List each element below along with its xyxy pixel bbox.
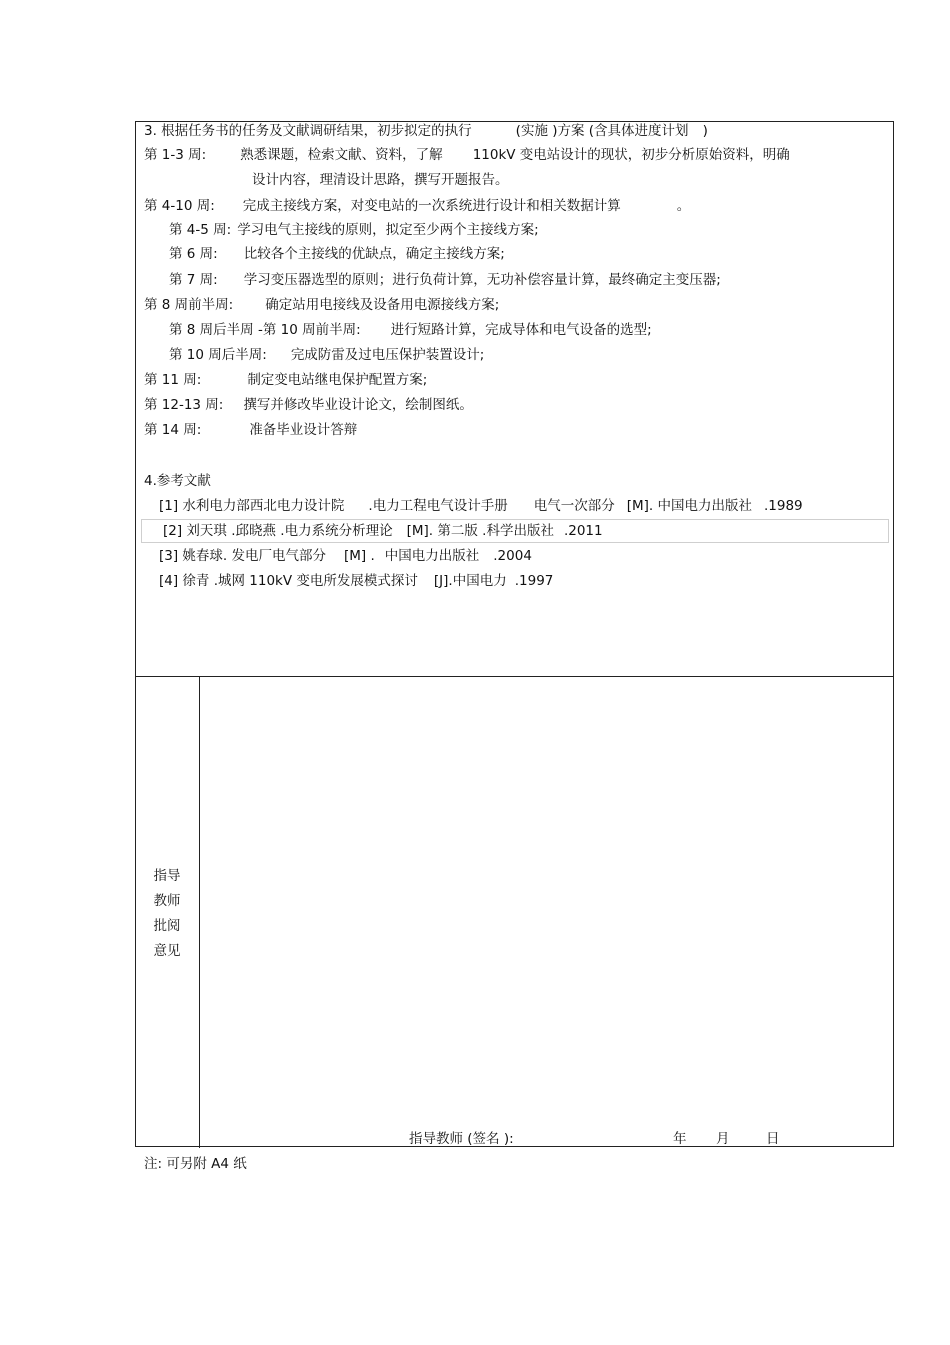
section3-heading: 3. 根据任务书的任务及文献调研结果，初步拟定的执行 (实施 )方案 (含具体进度计划 ) [144, 123, 708, 139]
schedule-line: 第 7 周: 学习变压器选型的原则；进行负荷计算，无功补偿容量计算，最终确定主变压器; [169, 272, 721, 288]
reference-item: [3] 姚春球. 发电厂电气部分 [M] . 中国电力出版社 .2004 [159, 548, 532, 564]
advisor-signature-line: 指导教师 (签名 ): [409, 1131, 514, 1147]
reference-item: [4] 徐青 .城网 110kV 变电所发展模式探讨 [J].中国电力 .1997 [159, 573, 554, 589]
row-divider [136, 676, 893, 677]
schedule-line: 设计内容，理清设计思路，撰写开题报告。 [252, 172, 509, 188]
schedule-line: 第 6 周: 比较各个主接线的优缺点，确定主接线方案; [169, 246, 505, 262]
schedule-line: 第 1-3 周: 熟悉课题，检索文献、资料，了解 110kV 变电站设计的现状，初步分析原始资料，明确 [144, 147, 790, 163]
schedule-line: 第 4-10 周: 完成主接线方案，对变电站的一次系统进行设计和相关数据计算 。 [144, 198, 691, 214]
advisor-review-label: 指导 教师 批阅 意见 [153, 868, 181, 959]
reference-item: [1] 水利电力部西北电力设计院 .电力工程电气设计手册 电气一次部分 [M]. 中国电力出版社 .1989 [159, 498, 803, 514]
schedule-line: 第 8 周后半周 -第 10 周前半周: 进行短路计算，完成导体和电气设备的选型; [169, 322, 652, 338]
date-day: 日 [766, 1131, 780, 1147]
footnote: 注: 可另附 A4 纸 [144, 1156, 247, 1172]
date-year: 年 [673, 1131, 687, 1147]
column-divider [199, 676, 200, 1148]
references-heading: 4.参考文献 [144, 473, 211, 489]
reference-item: [2] 刘天琪 .邱晓燕 .电力系统分析理论 [M]. 第二版 .科学出版社 .2011 [163, 523, 603, 539]
schedule-line: 第 14 周: 准备毕业设计答辩 [144, 422, 358, 438]
schedule-line: 第 10 周后半周: 完成防雷及过电压保护装置设计; [169, 347, 485, 363]
schedule-line: 第 8 周前半周: 确定站用电接线及设备用电源接线方案; [144, 297, 500, 313]
schedule-line: 第 4-5 周: 学习电气主接线的原则，拟定至少两个主接线方案; [169, 222, 539, 238]
schedule-line: 第 12-13 周: 撰写并修改毕业设计论文，绘制图纸。 [144, 397, 473, 413]
date-month: 月 [716, 1131, 730, 1147]
schedule-line: 第 11 周: 制定变电站继电保护配置方案; [144, 372, 428, 388]
